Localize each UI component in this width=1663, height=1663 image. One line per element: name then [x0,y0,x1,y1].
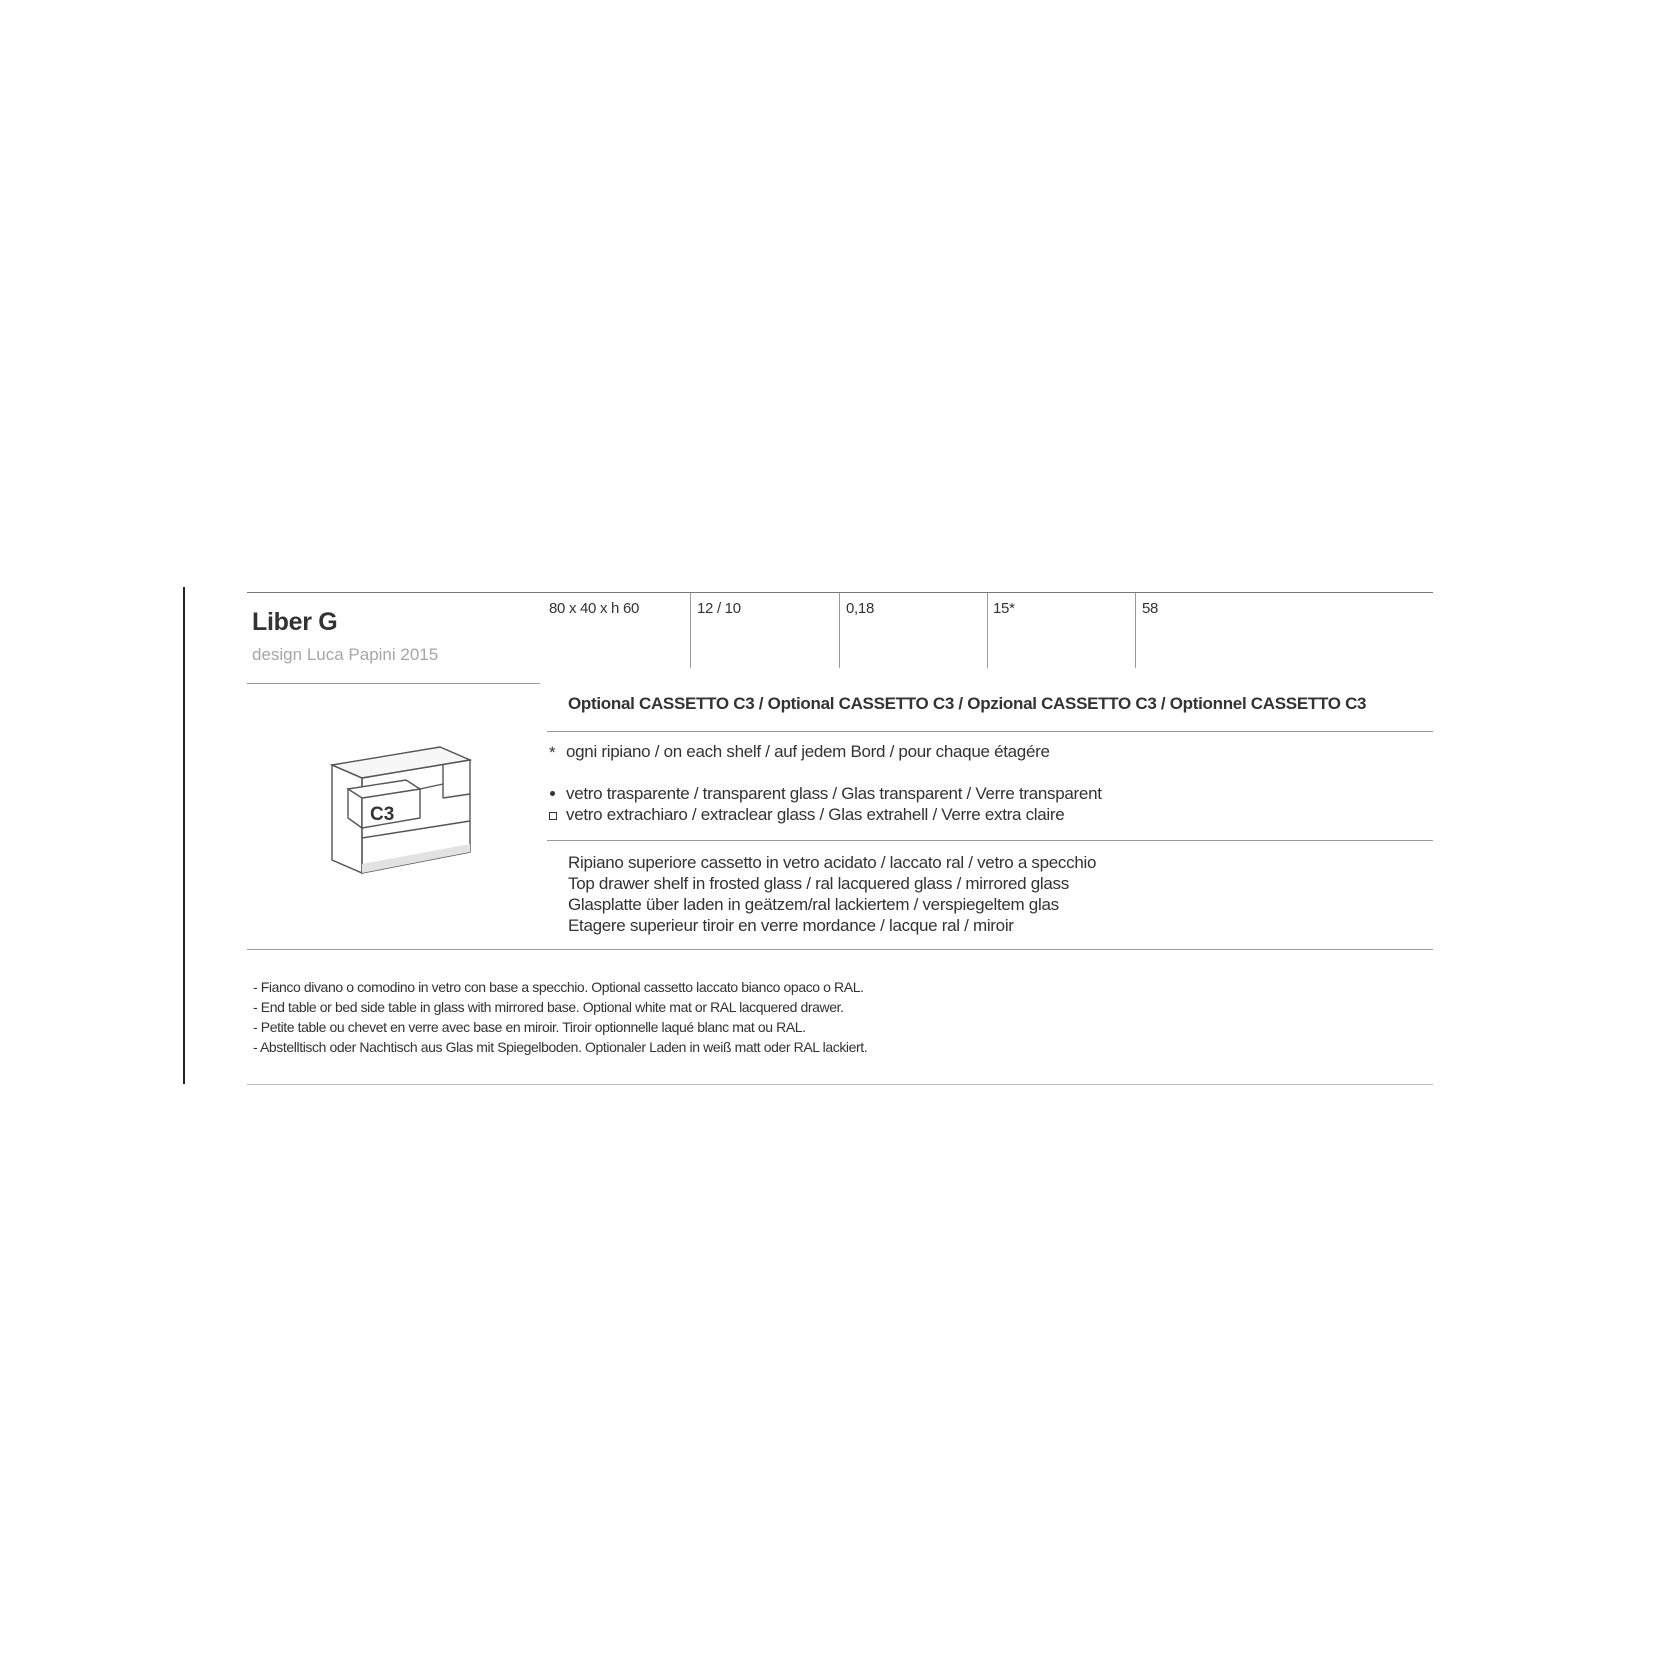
bullet-dot-icon [550,791,555,796]
optional-drawer-header: Optional CASSETTO C3 / Optional CASSETTO C3 / Opzional CASSETTO C3 / Optionnel CASSETTO C3 [568,694,1367,713]
section-rule [547,840,1433,841]
spec-thickness: 12 / 10 [697,600,741,617]
shelf-note: ogni ripiano / on each shelf / auf jedem Bord / pour chaque étagére [566,742,1050,761]
asterisk-marker: * [549,743,556,762]
description-line: - Fianco divano o comodino in vetro con base a specchio. Optional cassetto laccato bianco opaco o RAL. [253,979,864,995]
description-line: - End table or bed side table in glass with mirrored base. Optional white mat or RAL lacquered drawer. [253,999,844,1015]
bullet-square-icon [549,812,557,820]
description-line: - Abstelltisch oder Nachtisch aus Glas mit Spiegelboden. Optionaler Laden in weiß matt oder RAL lackiert. [253,1039,868,1055]
product-drawing [325,740,475,875]
spec-weight: 58 [1142,600,1159,617]
drawer-shelf-line: Ripiano superiore cassetto in vetro acidato / laccato ral / vetro a specchio [568,853,1097,872]
description-line: - Petite table ou chevet en verre avec base en miroir. Tiroir optionnelle laqué blanc mat ou RAL. [253,1019,806,1035]
drawer-shelf-line: Top drawer shelf in frosted glass / ral lacquered glass / mirrored glass [568,874,1069,893]
spec-volume: 0,18 [846,600,874,617]
spec-dimensions: 80 x 40 x h 60 [549,600,640,617]
bottom-rule [247,1084,1433,1085]
drawer-shelf-line: Glasplatte über laden in geätzem/ral lackiertem / verspiegeltem glas [568,895,1059,914]
spec-divider [839,593,840,668]
extraclear-glass-note: vetro extrachiaro / extraclear glass / Glas extrahell / Verre extra claire [566,805,1065,824]
spec-load: 15* [993,600,1015,617]
transparent-glass-note: vetro trasparente / transparent glass / Glas transparent / Verre transparent [566,784,1102,803]
section-rule [547,731,1433,732]
product-title: Liber G [252,608,338,636]
spec-divider [987,593,988,668]
spec-divider [1135,593,1136,668]
section-rule [247,949,1433,950]
cabinet-line-drawing [325,740,475,875]
title-underline [247,683,540,684]
drawer-shelf-line: Etagere superieur tiroir en verre mordance / lacque ral / miroir [568,916,1014,935]
spec-divider [690,593,691,668]
top-rule [247,592,1433,593]
drawer-label: C3 [370,804,395,825]
left-margin-bar [183,587,185,1084]
designer-credit: design Luca Papini 2015 [252,645,439,664]
